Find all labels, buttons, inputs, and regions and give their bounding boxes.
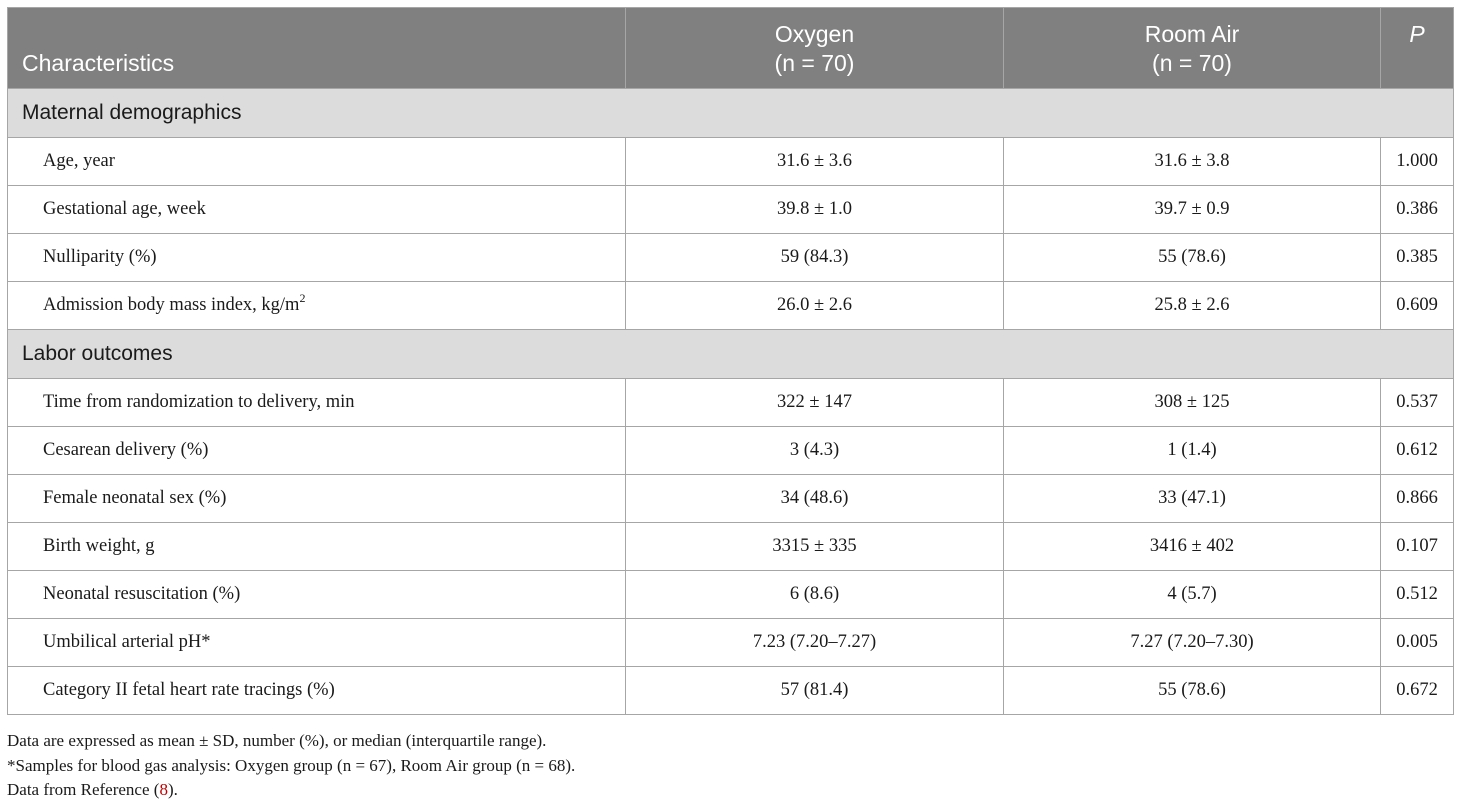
cell-oxygen: 3315 ± 335 <box>626 523 1004 571</box>
cell-room-air: 4 (5.7) <box>1004 571 1381 619</box>
cell-room-air: 33 (47.1) <box>1004 475 1381 523</box>
cell-room-air: 55 (78.6) <box>1004 234 1381 282</box>
cell-oxygen: 3 (4.3) <box>626 427 1004 475</box>
cell-oxygen: 6 (8.6) <box>626 571 1004 619</box>
table-header <box>8 8 1454 89</box>
section-title: Labor outcomes <box>8 330 1454 379</box>
cell-p-value: 0.672 <box>1381 667 1454 715</box>
cell-room-air: 39.7 ± 0.9 <box>1004 186 1381 234</box>
header-characteristics: Characteristics <box>8 8 626 89</box>
header-p-value: P <box>1381 8 1454 89</box>
section-title: Maternal demographics <box>8 89 1454 138</box>
row-label: Age, year <box>8 138 626 186</box>
table-footnotes <box>7 729 575 803</box>
table-row <box>8 619 1454 667</box>
reference-link[interactable]: 8 <box>159 780 168 799</box>
table-row <box>8 234 1454 282</box>
cell-room-air: 308 ± 125 <box>1004 379 1381 427</box>
cell-oxygen: 322 ± 147 <box>626 379 1004 427</box>
header-oxygen-title: Oxygen <box>774 21 855 47</box>
cell-p-value: 0.107 <box>1381 523 1454 571</box>
row-label: Female neonatal sex (%) <box>8 475 626 523</box>
row-label: Birth weight, g <box>8 523 626 571</box>
table-row <box>8 379 1454 427</box>
section-row-maternal-demographics <box>8 89 1454 138</box>
table-row <box>8 523 1454 571</box>
row-label: Category II fetal heart rate tracings (%) <box>8 667 626 715</box>
cell-p-value: 0.537 <box>1381 379 1454 427</box>
cell-p-value: 0.005 <box>1381 619 1454 667</box>
cell-p-value: 1.000 <box>1381 138 1454 186</box>
cell-p-value: 0.385 <box>1381 234 1454 282</box>
footnote-data-source <box>7 778 575 803</box>
cell-p-value: 0.609 <box>1381 282 1454 330</box>
cell-oxygen: 59 (84.3) <box>626 234 1004 282</box>
footnote-source-prefix: Data from Reference ( <box>7 780 160 799</box>
row-label: Umbilical arterial pH* <box>8 619 626 667</box>
footnote-source-suffix: ). <box>167 780 178 799</box>
table-row <box>8 186 1454 234</box>
section-row-labor-outcomes <box>8 330 1454 379</box>
cell-oxygen: 31.6 ± 3.6 <box>626 138 1004 186</box>
table-row <box>8 427 1454 475</box>
footnote-blood-gas-samples: *Samples for blood gas analysis: Oxygen group (n = 67), Room Air group (n = 68). <box>7 755 576 775</box>
row-label: Gestational age, week <box>8 186 626 234</box>
cell-oxygen: 57 (81.4) <box>626 667 1004 715</box>
cell-p-value: 0.386 <box>1381 186 1454 234</box>
table-row <box>8 475 1454 523</box>
characteristics-table <box>7 7 1454 715</box>
cell-oxygen: 34 (48.6) <box>626 475 1004 523</box>
row-label-with-superscript <box>8 282 626 330</box>
footnote-data-format: Data are expressed as mean ± SD, number (%), or median (interquartile range). <box>7 731 547 750</box>
cell-room-air: 3416 ± 402 <box>1004 523 1381 571</box>
cell-p-value: 0.612 <box>1381 427 1454 475</box>
cell-room-air: 7.27 (7.20–7.30) <box>1004 619 1381 667</box>
cell-p-value: 0.512 <box>1381 571 1454 619</box>
row-label: Neonatal resuscitation (%) <box>8 571 626 619</box>
cell-oxygen: 39.8 ± 1.0 <box>626 186 1004 234</box>
cell-room-air: 31.6 ± 3.8 <box>1004 138 1381 186</box>
cell-room-air: 1 (1.4) <box>1004 427 1381 475</box>
cell-oxygen: 26.0 ± 2.6 <box>626 282 1004 330</box>
cell-oxygen: 7.23 (7.20–7.27) <box>626 619 1004 667</box>
table-body <box>8 89 1454 715</box>
header-room-air-title: Room Air <box>1144 21 1240 47</box>
header-row <box>8 8 1454 89</box>
table-row <box>8 282 1454 330</box>
header-oxygen-n: (n = 70) <box>774 50 855 76</box>
header-oxygen <box>626 8 1004 89</box>
table-row <box>8 571 1454 619</box>
cell-room-air: 25.8 ± 2.6 <box>1004 282 1381 330</box>
cell-room-air: 55 (78.6) <box>1004 667 1381 715</box>
superscript-exponent: 2 <box>299 291 306 305</box>
table-row <box>8 138 1454 186</box>
row-label: Admission body mass index, kg/m <box>43 295 300 315</box>
header-room-air-n: (n = 70) <box>1152 50 1232 76</box>
row-label: Time from randomization to delivery, min <box>8 379 626 427</box>
header-room-air <box>1004 8 1381 89</box>
row-label: Nulliparity (%) <box>8 234 626 282</box>
row-label: Cesarean delivery (%) <box>8 427 626 475</box>
cell-p-value: 0.866 <box>1381 475 1454 523</box>
characteristics-table-container <box>7 7 1453 715</box>
table-row <box>8 667 1454 715</box>
